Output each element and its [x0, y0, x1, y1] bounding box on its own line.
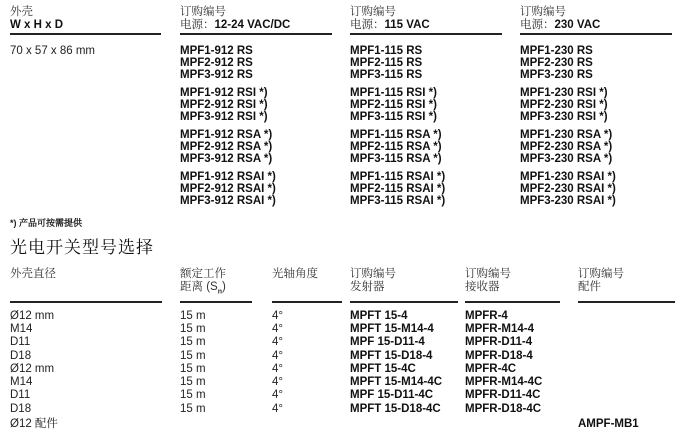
order-number-label: 订购编号	[520, 6, 566, 18]
header-line: 额定工作	[180, 268, 226, 280]
order-code: MPF1-912 RSI *)	[180, 87, 268, 99]
order-code: MPF1-912 RS	[180, 45, 253, 57]
table-cell: Ø12 mm	[10, 310, 55, 322]
table-cell: 15 m	[180, 349, 206, 362]
order-code: MPF1-115 RSI *)	[350, 87, 437, 99]
table-cell: 15 m	[180, 376, 206, 389]
dimension-label: W x H x D	[10, 19, 64, 31]
order-code: MPF3-230 RSI *)	[520, 111, 608, 123]
table-row	[0, 363, 693, 376]
table-row	[0, 389, 693, 402]
order-column-header	[350, 6, 430, 32]
table-cell: MPFR-D11-4C	[465, 389, 541, 402]
order-code-group	[350, 129, 445, 165]
order-code: MPF1-115 RS	[350, 45, 423, 57]
power-value: 230 VAC	[554, 19, 601, 31]
order-code: MPF1-230 RSAI *)	[520, 171, 616, 183]
order-code-group	[350, 87, 445, 123]
order-code: MPF2-115 RS	[350, 57, 423, 69]
order-code: MPF2-115 RSA *)	[350, 141, 442, 153]
header-line: 光轴角度	[272, 268, 318, 280]
header-line: 订购编号	[578, 268, 624, 280]
order-code: MPF2-230 RSAI *)	[520, 183, 616, 195]
header-line: 订购编号	[465, 268, 511, 280]
divider	[10, 33, 161, 35]
divider	[578, 301, 675, 303]
order-code-group	[180, 171, 276, 207]
table-header	[180, 268, 226, 298]
table-cell: Ø12 配件	[10, 418, 58, 430]
order-code-group	[350, 171, 445, 207]
order-code: MPF3-230 RS	[520, 69, 593, 81]
subscript: n	[217, 288, 222, 296]
section-title: 光电开关型号选择	[10, 238, 154, 257]
order-code-list	[180, 45, 276, 213]
table-cell: MPF 15-D11-4	[350, 336, 425, 349]
divider	[350, 301, 458, 303]
order-code-group	[180, 129, 276, 165]
order-number-label: 订购编号	[180, 6, 226, 18]
order-code: MPF3-912 RSI *)	[180, 111, 268, 123]
table-cell: MPFR-4C	[465, 362, 517, 375]
order-code: MPF2-912 RSI *)	[180, 99, 268, 111]
table-cell: M14	[10, 376, 33, 389]
header-line: )	[221, 281, 226, 293]
table-row	[0, 323, 693, 336]
table-cell: 4°	[272, 402, 283, 415]
footnote: *) 产品可按需提供	[10, 218, 83, 228]
table-cell: MPFR-M14-4	[465, 323, 535, 336]
divider	[180, 301, 252, 303]
divider	[272, 301, 342, 303]
order-code: MPF3-115 RS	[350, 69, 423, 81]
housing-dimensions: 70 x 57 x 86 mm	[10, 45, 96, 57]
table-cell: 15 m	[180, 362, 206, 375]
table-row	[0, 418, 693, 431]
order-code-list	[520, 45, 616, 213]
order-code: MPF2-912 RS	[180, 57, 253, 69]
order-code: MPF3-115 RSAI *)	[350, 195, 446, 207]
order-code: MPF3-912 RSAI *)	[180, 195, 276, 207]
header-line: 接收器	[465, 281, 500, 293]
table-cell: 15 m	[180, 310, 206, 322]
divider	[465, 301, 560, 303]
order-code: MPF2-230 RSA *)	[520, 141, 613, 153]
table-cell: MPFT 15-M14-4C	[350, 376, 443, 389]
table-cell: MPFR-D11-4	[465, 336, 533, 349]
divider	[350, 33, 502, 35]
table-cell: 4°	[272, 336, 283, 349]
order-code: MPF1-230 RSA *)	[520, 129, 613, 141]
divider	[520, 33, 672, 35]
table-cell: 4°	[272, 323, 283, 336]
table-cell: D18	[10, 402, 32, 415]
table-cell: MPFT 15-D18-4C	[350, 402, 441, 415]
header-line: 订购编号	[350, 268, 396, 280]
table-cell: D18	[10, 349, 32, 362]
order-code: MPF3-115 RSI *)	[350, 111, 437, 123]
order-code: MPF3-912 RS	[180, 69, 253, 81]
table-header	[350, 268, 396, 294]
header-line: 发射器	[350, 281, 385, 293]
power-label: 电源：	[180, 19, 215, 31]
divider	[180, 33, 332, 35]
table-cell: 4°	[272, 389, 283, 402]
table-header	[465, 268, 511, 294]
order-code: MPF1-230 RS	[520, 45, 593, 57]
header-line: 距离 (S	[180, 281, 218, 293]
table-cell: MPFT 15-4	[350, 310, 408, 322]
table-cell: 4°	[272, 349, 283, 362]
table-row	[0, 403, 693, 416]
order-code: MPF1-115 RSA *)	[350, 129, 442, 141]
table-cell: MPFT 15-M14-4	[350, 323, 434, 336]
table-cell: AMPF-MB1	[578, 418, 639, 430]
power-label: 电源：	[520, 19, 555, 31]
power-value: 115 VAC	[384, 19, 430, 31]
order-code: MPF2-230 RS	[520, 57, 593, 69]
table-cell: MPFT 15-D18-4	[350, 349, 433, 362]
order-code-group	[520, 171, 616, 207]
header-line: 外壳直径	[10, 268, 56, 280]
order-code: MPF1-230 RSI *)	[520, 87, 608, 99]
power-value: 12-24 VAC/DC	[214, 19, 291, 31]
table-cell: D11	[10, 389, 31, 402]
table-cell: 4°	[272, 310, 283, 322]
order-code: MPF1-912 RSAI *)	[180, 171, 276, 183]
order-code: MPF3-230 RSAI *)	[520, 195, 616, 207]
order-code-group	[520, 45, 616, 81]
order-code: MPF1-115 RSAI *)	[350, 171, 446, 183]
housing-header	[10, 6, 63, 32]
table-cell: M14	[10, 323, 33, 336]
order-column-header	[520, 6, 600, 32]
table-cell: 4°	[272, 376, 283, 389]
order-number-label: 订购编号	[350, 6, 396, 18]
divider	[10, 301, 162, 303]
table-cell: D11	[10, 336, 31, 349]
table-cell: 15 m	[180, 402, 206, 415]
table-cell: 15 m	[180, 336, 206, 349]
order-code-group	[180, 45, 276, 81]
power-label: 电源：	[350, 19, 385, 31]
order-code: MPF3-115 RSA *)	[350, 153, 442, 165]
order-code: MPF2-115 RSI *)	[350, 99, 437, 111]
table-cell: 15 m	[180, 323, 206, 336]
housing-label: 外壳	[10, 6, 33, 18]
table-cell: MPFR-4	[465, 310, 508, 322]
order-code: MPF1-912 RSA *)	[180, 129, 273, 141]
order-code: MPF2-230 RSI *)	[520, 99, 608, 111]
table-cell: 4°	[272, 362, 283, 375]
table-row	[0, 376, 693, 389]
order-column-header	[180, 6, 290, 32]
table-row	[0, 336, 693, 349]
table-header	[272, 268, 318, 281]
table-cell: MPFR-D18-4	[465, 349, 533, 362]
table-cell: MPFR-M14-4C	[465, 376, 543, 389]
order-code: MPF2-115 RSAI *)	[350, 183, 446, 195]
table-cell: MPFR-D18-4C	[465, 402, 542, 415]
order-code: MPF2-912 RSAI *)	[180, 183, 276, 195]
order-code-group	[350, 45, 445, 81]
order-code: MPF2-912 RSA *)	[180, 141, 273, 153]
table-cell: MPFT 15-4C	[350, 362, 416, 375]
order-code-group	[520, 129, 616, 165]
table-cell: 15 m	[180, 389, 206, 402]
header-line: 配件	[578, 281, 601, 293]
table-header	[10, 268, 56, 281]
order-code-group	[180, 87, 276, 123]
table-cell: Ø12 mm	[10, 362, 55, 375]
table-header	[578, 268, 624, 294]
order-code-list	[350, 45, 445, 213]
table-cell: MPF 15-D11-4C	[350, 389, 434, 402]
order-code: MPF3-230 RSA *)	[520, 153, 613, 165]
order-code-group	[520, 87, 616, 123]
table-row	[0, 310, 693, 323]
table-row	[0, 350, 693, 363]
order-code: MPF3-912 RSA *)	[180, 153, 273, 165]
